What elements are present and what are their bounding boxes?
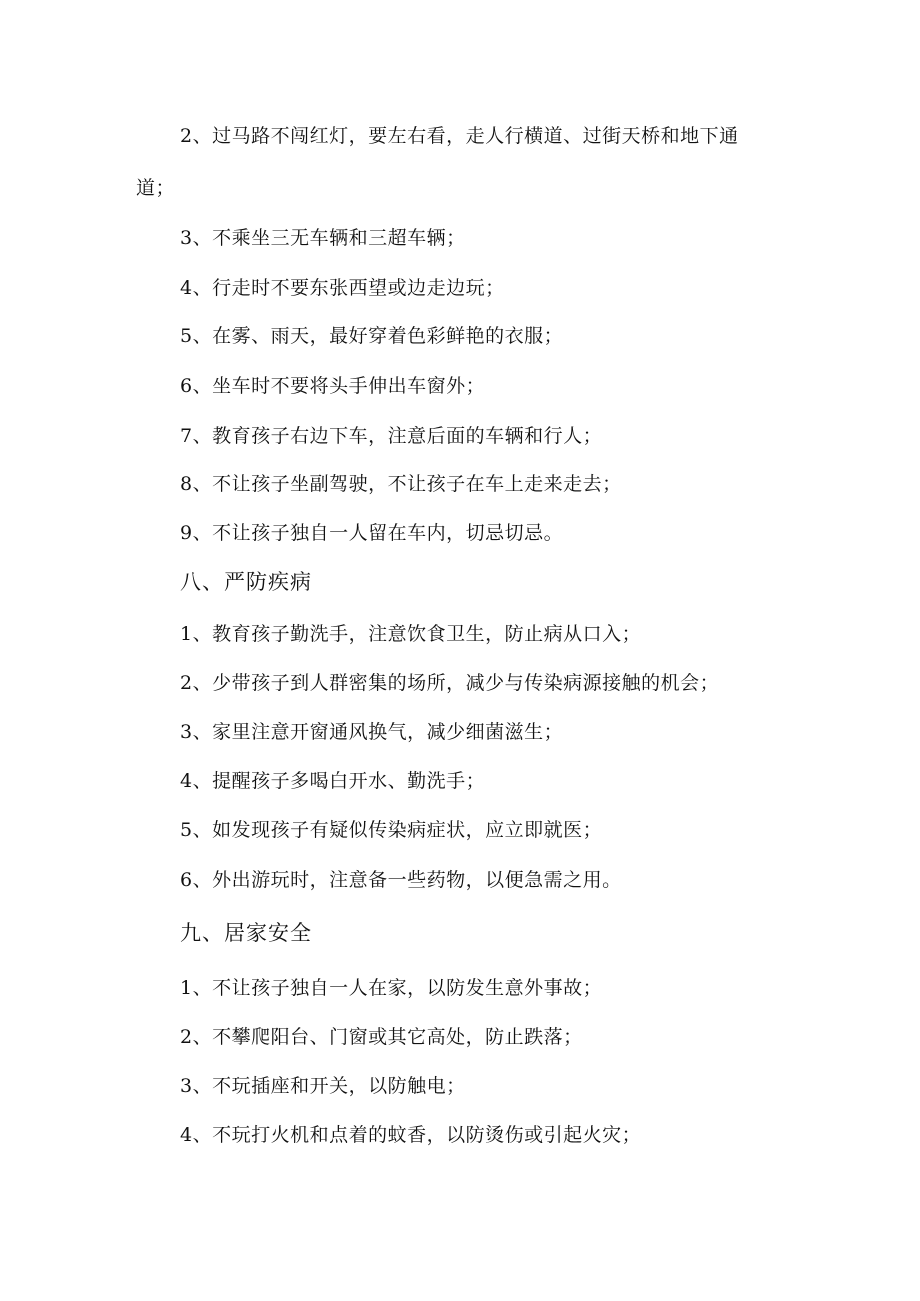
transport-item-3: 3、不乘坐三无车辆和三超车辆； (180, 227, 466, 249)
disease-section-heading: 八、严防疾病 (180, 570, 312, 594)
disease-item-2: 2、少带孩子到人群密集的场所，减少与传染病源接触的机会； (180, 672, 720, 694)
transport-item-8: 8、不让孩子坐副驾驶，不让孩子在车上走来走去； (180, 473, 622, 495)
home-item-1: 1、不让孩子独自一人在家，以防发生意外事故； (180, 977, 603, 999)
disease-item-5: 5、如发现孩子有疑似传染病症状，应立即就医； (180, 819, 603, 841)
home-section-heading: 九、居家安全 (180, 921, 312, 945)
transport-item-7: 7、教育孩子右边下车，注意后面的车辆和行人； (180, 425, 603, 447)
transport-item-2-line-2: 道； (136, 177, 176, 199)
home-item-2: 2、不攀爬阳台、门窗或其它高处，防止跌落； (180, 1026, 583, 1048)
disease-item-3: 3、家里注意开窗通风换气，减少细菌滋生； (180, 721, 564, 743)
disease-item-4: 4、提醒孩子多喝白开水、勤洗手； (180, 770, 486, 792)
home-item-3: 3、不玩插座和开关，以防触电； (180, 1075, 466, 1097)
home-item-4: 4、不玩打火机和点着的蚊香，以防烫伤或引起火灾； (180, 1124, 642, 1146)
transport-item-4: 4、行走时不要东张西望或边走边玩； (180, 277, 505, 299)
transport-item-9: 9、不让孩子独自一人留在车内，切忌切忌。 (180, 522, 564, 544)
disease-item-6: 6、外出游玩时，注意备一些药物，以便急需之用。 (180, 869, 622, 891)
disease-item-1: 1、教育孩子勤洗手，注意饮食卫生，防止病从口入； (180, 623, 642, 645)
transport-item-5: 5、在雾、雨天，最好穿着色彩鲜艳的衣服； (180, 325, 564, 347)
transport-item-6: 6、坐车时不要将头手伸出车窗外； (180, 375, 486, 397)
transport-item-2-line-1: 2、过马路不闯红灯，要左右看，走人行横道、过街天桥和地下通 (180, 125, 739, 147)
